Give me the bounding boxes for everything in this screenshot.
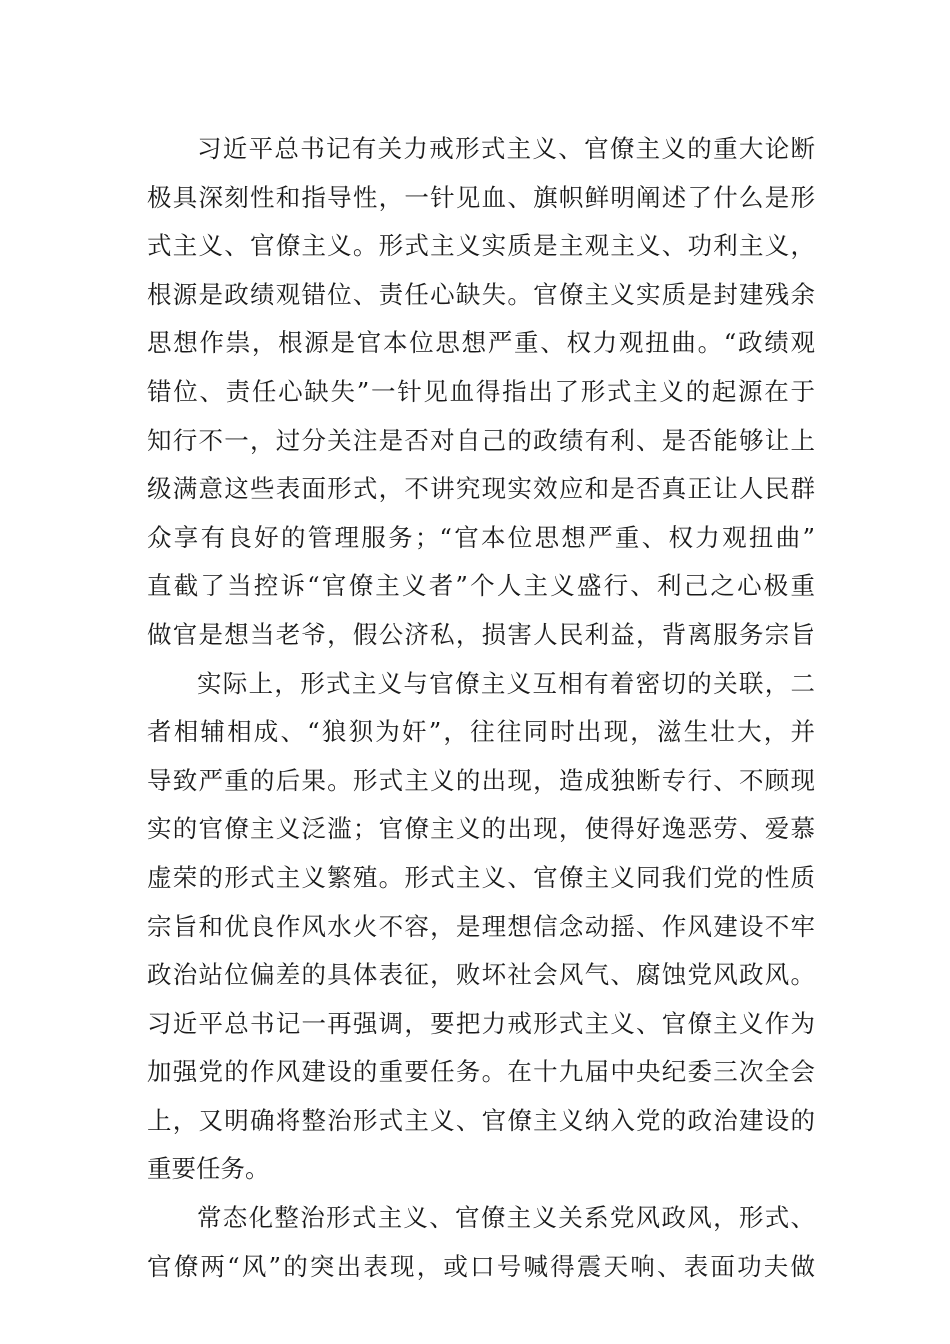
text-line: 直截了当控诉“官僚主义者”个人主义盛行、利己之心极重 — [147, 571, 815, 601]
text-line: 加强党的作风建设的重要任务。在十九届中央纪委三次全会 — [147, 1057, 815, 1087]
text-line: 重要任务。 — [147, 1154, 270, 1184]
text-line: 习近平总书记一再强调，要把力戒形式主义、官僚主义作为 — [147, 1008, 815, 1038]
text-line: 思想作祟，根源是官本位思想严重、权力观扭曲。“政绩观 — [147, 328, 815, 358]
text-line: 式主义、官僚主义。形式主义实质是主观主义、功利主义， — [147, 231, 815, 261]
text-line: 实际上，形式主义与官僚主义互相有着密切的关联，二 — [197, 668, 815, 698]
text-line: 错位、责任心缺失”一针见血得指出了形式主义的起源在于 — [147, 376, 815, 406]
text-line: 宗旨和优良作风水火不容，是理想信念动摇、作风建设不牢 — [147, 911, 815, 941]
text-line: 极具深刻性和指导性，一针见血、旗帜鲜明阐述了什么是形 — [147, 182, 815, 212]
paragraph-1 — [147, 125, 815, 660]
paragraph-3 — [147, 1194, 815, 1291]
text-line: 知行不一，过分关注是否对自己的政绩有利、是否能够让上 — [147, 425, 815, 455]
text-line: 众享有良好的管理服务；“官本位思想严重、权力观扭曲” — [147, 522, 815, 552]
text-line: 者相辅相成、“狼狈为奸”，往往同时出现，滋生壮大，并 — [147, 717, 815, 747]
text-line: 虚荣的形式主义繁殖。形式主义、官僚主义同我们党的性质 — [147, 862, 815, 892]
text-line: 政治站位偏差的具体表征，败坏社会风气、腐蚀党风政风。 — [147, 960, 815, 990]
text-line: 常态化整治形式主义、官僚主义关系党风政风，形式、 — [197, 1203, 815, 1233]
text-line: 导致严重的后果。形式主义的出现，造成独断专行、不顾现 — [147, 765, 815, 795]
text-line: 实的官僚主义泛滥；官僚主义的出现，使得好逸恶劳、爱慕 — [147, 814, 815, 844]
text-line: 做官是想当老爷，假公济私，损害人民利益，背离服务宗旨 — [147, 619, 815, 649]
text-line: 官僚两“风”的突出表现，或口号喊得震天响、表面功夫做 — [147, 1251, 815, 1281]
text-line: 习近平总书记有关力戒形式主义、官僚主义的重大论断 — [197, 134, 815, 163]
paragraph-2 — [147, 660, 815, 1195]
text-line: 上，又明确将整治形式主义、官僚主义纳入党的政治建设的 — [147, 1105, 815, 1135]
document-body — [147, 125, 815, 1291]
text-line: 根源是政绩观错位、责任心缺失。官僚主义实质是封建残余 — [147, 279, 815, 309]
text-line: 级满意这些表面形式，不讲究现实效应和是否真正让人民群 — [147, 474, 815, 504]
